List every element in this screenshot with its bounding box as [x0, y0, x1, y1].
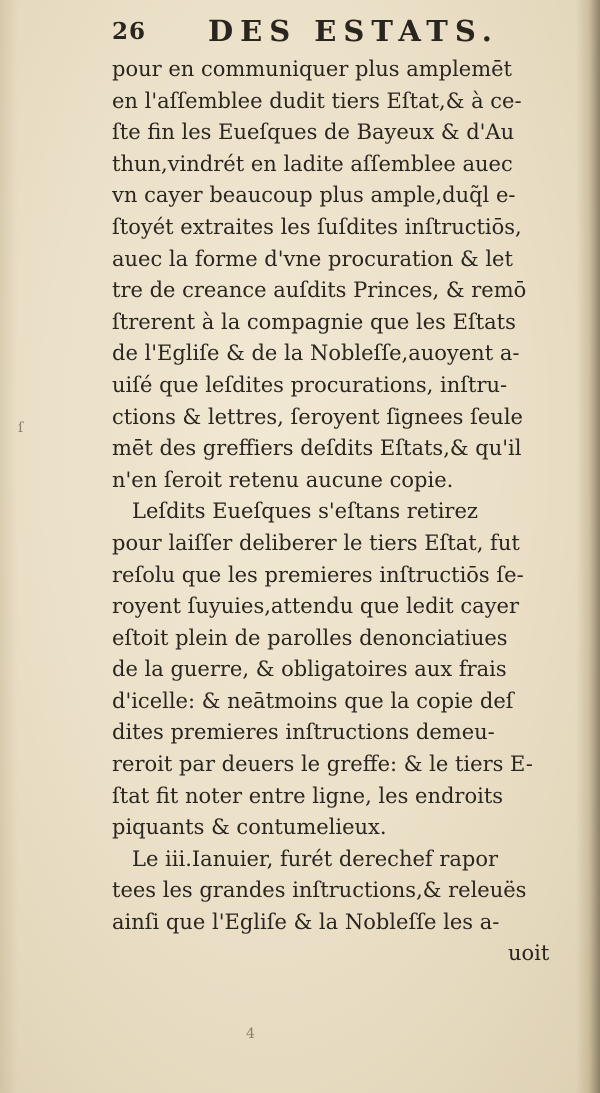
text-line: piquants & contumelieux. — [112, 815, 387, 840]
text-line: ſte fin les Eueſques de Bayeux & d'Au — [112, 120, 515, 145]
text-line: reſolu que les premieres inſtructiōs ſe- — [112, 562, 524, 587]
text-line: d'icelle: & neātmoins que la copie deſ — [112, 688, 514, 713]
text-line: ctions & lettres, ſeroyent ſignees ſeule — [112, 404, 523, 429]
text-line: ſtoyét extraites les ſuſdites inſtructiōs, — [112, 214, 522, 239]
text-line: de l'Egliſe & de la Nobleſſe,auoyent a- — [112, 341, 520, 366]
margin-mark: ſ — [18, 420, 24, 436]
text-line: pour en communiquer plus amplemēt — [112, 57, 512, 81]
text-line: de la guerre, & obligatoires aux frais — [112, 657, 507, 682]
text-line: tees les grandes inſtructions,& releuës — [112, 878, 527, 903]
page-left-edge-shadow — [0, 0, 18, 1093]
page-header — [112, 14, 572, 54]
text-line: ainſi que l'Egliſe & la Nobleſſe les a- — [112, 910, 500, 935]
paragraph-start-line: Leſdits Eueſques s'eſtans retirez — [132, 499, 478, 524]
text-line: tre de creance auſdits Princes, & remō — [112, 278, 527, 303]
text-line: n'en ſeroit retenu aucune copie. — [112, 467, 454, 492]
paragraph-start-line: Le iii.Ianuier, furét derechef rapor — [132, 846, 499, 871]
text-line: auec la forme d'vne procuration & let — [112, 246, 513, 271]
text-line: pour laiſſer deliberer le tiers Eſtat, fut — [112, 530, 520, 555]
signature-mark: 4 — [246, 1026, 255, 1042]
page-spine-shadow — [576, 0, 600, 1093]
catchword: uoit — [508, 941, 550, 965]
text-line: dites premieres inſtructions demeu- — [112, 720, 495, 745]
body-text — [112, 54, 574, 939]
text-line: ſtat fit noter entre ligne, les endroits — [112, 783, 504, 808]
text-line: uiſé que leſdites procurations, inſtru- — [112, 372, 508, 397]
text-line: en l'aſſemblee dudit tiers Eſtat,& à ce- — [112, 88, 522, 113]
page-number: 26 — [112, 18, 147, 45]
text-line: thun,vindrét en ladite aſſemblee auec — [112, 151, 513, 176]
text-line: reroit par deuers le greffe: & le tiers E- — [112, 752, 533, 777]
text-line: royent ſuyuies,attendu que ledit cayer — [112, 594, 519, 619]
text-line: ſtrerent à la compagnie que les Eſtats — [112, 309, 516, 334]
text-line: vn cayer beaucoup plus ample,duq̃l e- — [112, 183, 516, 208]
running-title: DES ESTATS. — [208, 14, 499, 48]
text-line: mēt des greffiers deſdits Eſtats,& qu'il — [112, 436, 522, 461]
text-line: eſtoit plein de parolles denonciatiues — [112, 625, 508, 650]
